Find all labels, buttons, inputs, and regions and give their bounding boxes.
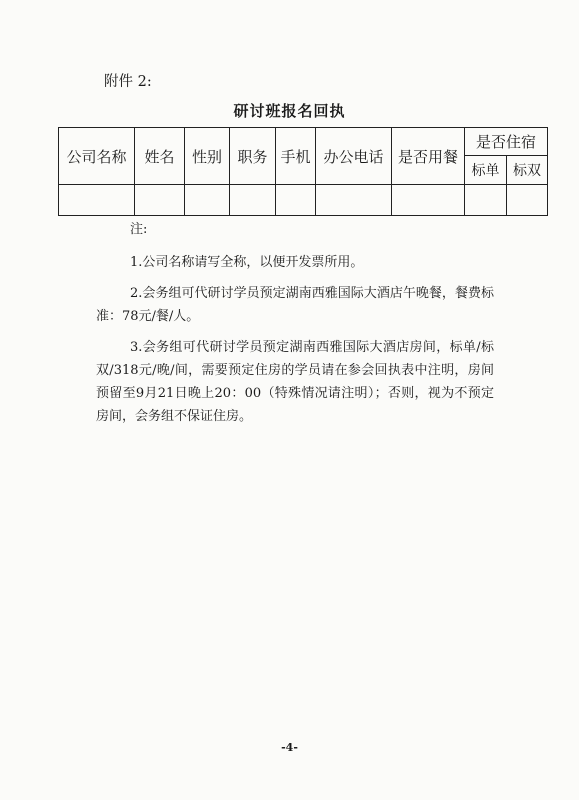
cell-mobile[interactable]: [276, 185, 316, 216]
header-gender: 性别: [185, 128, 230, 185]
attachment-label: 附件 2:: [104, 74, 152, 90]
header-lodging: 是否住宿: [465, 128, 548, 156]
header-mobile: 手机: [276, 128, 316, 185]
cell-standard-single[interactable]: [465, 185, 507, 216]
note-item-3: 3.会务组可代研讨学员预定湖南西雅国际大酒店房间，标单/标双/318元/晚/间，需要预定住房的学员请在参会回执表中注明，房间预留至9月21日晚上20：00（特殊情况请注明）；否则，视为不预定房间，会务组不保证住房。: [96, 340, 494, 424]
header-dining: 是否用餐: [392, 128, 465, 185]
cell-position[interactable]: [230, 185, 276, 216]
registration-table: [58, 127, 548, 216]
page-number: -4-: [281, 741, 298, 754]
notes-section: [96, 218, 494, 436]
cell-office-phone[interactable]: [316, 185, 392, 216]
cell-gender[interactable]: [185, 185, 230, 216]
header-name: 姓名: [135, 128, 185, 185]
header-office-phone: 办公电话: [316, 128, 392, 185]
notes-label: 注:: [130, 222, 148, 237]
cell-company-name[interactable]: [59, 185, 135, 216]
header-standard-double: 标双: [507, 156, 548, 185]
header-position: 职务: [230, 128, 276, 185]
note-item-1: 1.公司名称请写全称，以便开发票所用。: [130, 255, 364, 270]
cell-dining[interactable]: [392, 185, 465, 216]
note-item-2: 2.会务组可代研讨学员预定湖南西雅国际大酒店午晚餐，餐费标准：78元/餐/人。: [96, 286, 494, 324]
table-row: [59, 185, 548, 216]
page-title: 研讨班报名回执: [233, 102, 346, 120]
cell-standard-double[interactable]: [507, 185, 548, 216]
header-standard-single: 标单: [465, 156, 507, 185]
header-company-name: 公司名称: [59, 128, 135, 185]
cell-name[interactable]: [135, 185, 185, 216]
